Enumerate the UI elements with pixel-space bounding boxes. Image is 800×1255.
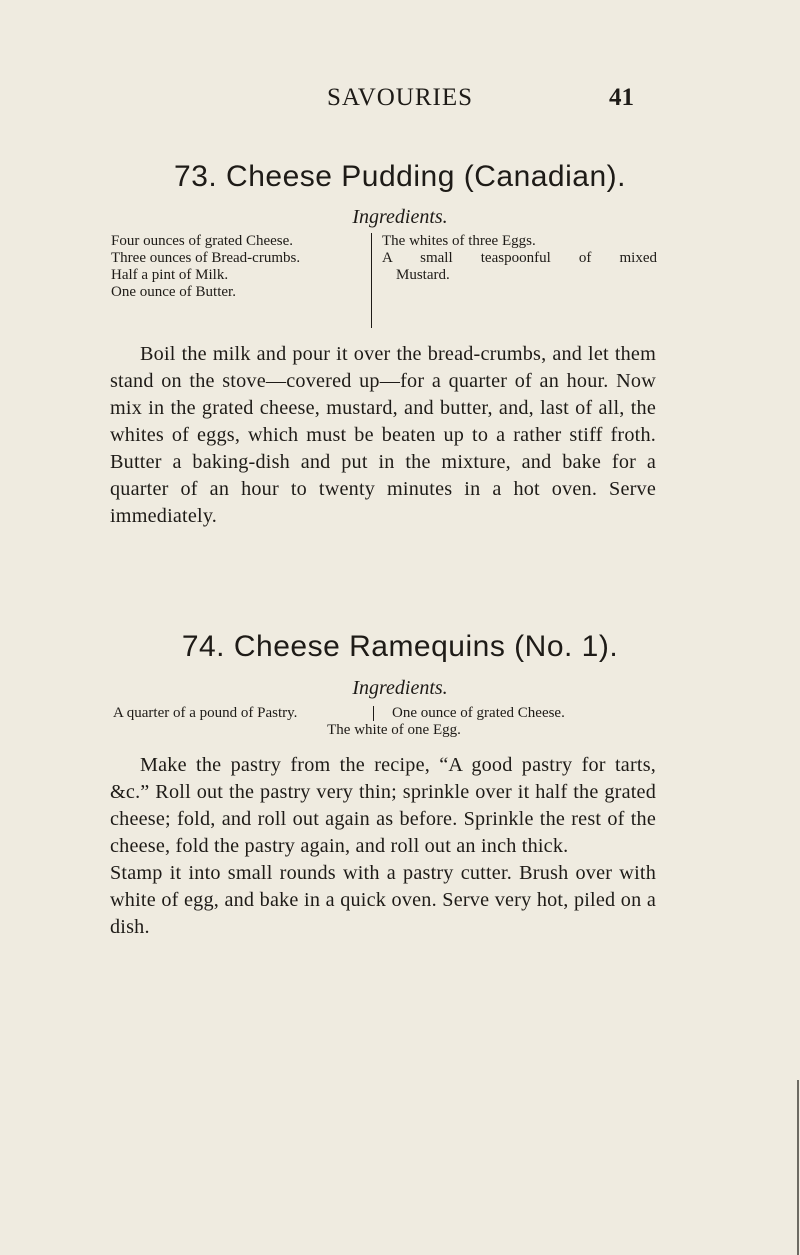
ingredient-item-centered: The white of one Egg. xyxy=(327,722,461,738)
ingredients-divider-73 xyxy=(371,233,372,328)
paragraph: Boil the milk and pour it over the bread-crumbs, and let them stand on the stove—covered up—for a quarter of an hour. Now mix in the grated cheese, mustard, and butter, and, last of all, the whites of eggs, which must be beaten up to a rather stiff froth. Butter a baking-dish and put in the mixture, and bake for a quarter of an hour to twenty minutes in a hot oven. Serve immediately. xyxy=(110,343,656,527)
recipe-title-74: 74. Cheese Ramequins (No. 1). xyxy=(181,630,619,663)
recipe-body-73 xyxy=(110,341,656,530)
ingredients-divider-74 xyxy=(373,706,374,721)
ingredient-item: Four ounces of grated Cheese. xyxy=(111,233,294,249)
running-title: SAVOURIES xyxy=(326,84,474,111)
recipe-body-74 xyxy=(110,752,656,941)
ingredient-item: One ounce of Butter. xyxy=(111,284,236,300)
recipe-title-73: 73. Cheese Pudding (Canadian). xyxy=(174,160,626,193)
ingredient-item: Three ounces of Bread-crumbs. xyxy=(111,250,301,266)
ingredients-right-74 xyxy=(392,705,565,722)
ingredient-item: Half a pint of Milk. xyxy=(111,267,229,283)
paragraph: Make the pastry from the recipe, “A good pastry for tarts, &c.” Roll out the pastry very thin; sprinkle over it half the grated cheese; fold, and roll out again as before. Sprinkle the rest of the cheese, fold the pastry again, and roll out an inch thick. xyxy=(110,754,656,857)
ingredient-item: Mustard. xyxy=(396,267,450,283)
page-number: 41 xyxy=(609,84,634,111)
running-head xyxy=(0,84,800,114)
ingredients-left-74 xyxy=(113,705,297,722)
ingredient-item: A quarter of a pound of Pastry. xyxy=(113,705,298,721)
ingredient-item: A small teaspoonful of mixed xyxy=(382,250,657,266)
page-edge-mark xyxy=(797,1080,799,1255)
ingredient-item: One ounce of grated Cheese. xyxy=(392,705,565,721)
ingredients-heading-73: Ingredients. xyxy=(352,206,448,228)
ingredients-left-73 xyxy=(111,233,300,301)
ingredients-heading-74: Ingredients. xyxy=(352,677,448,699)
ingredient-item: The whites of three Eggs. xyxy=(382,233,536,249)
paragraph: Stamp it into small rounds with a pastry cutter. Brush over with white of egg, and bake in a quick oven. Serve very hot, piled on a dish. xyxy=(110,862,656,938)
ingredients-right-73 xyxy=(382,233,657,284)
